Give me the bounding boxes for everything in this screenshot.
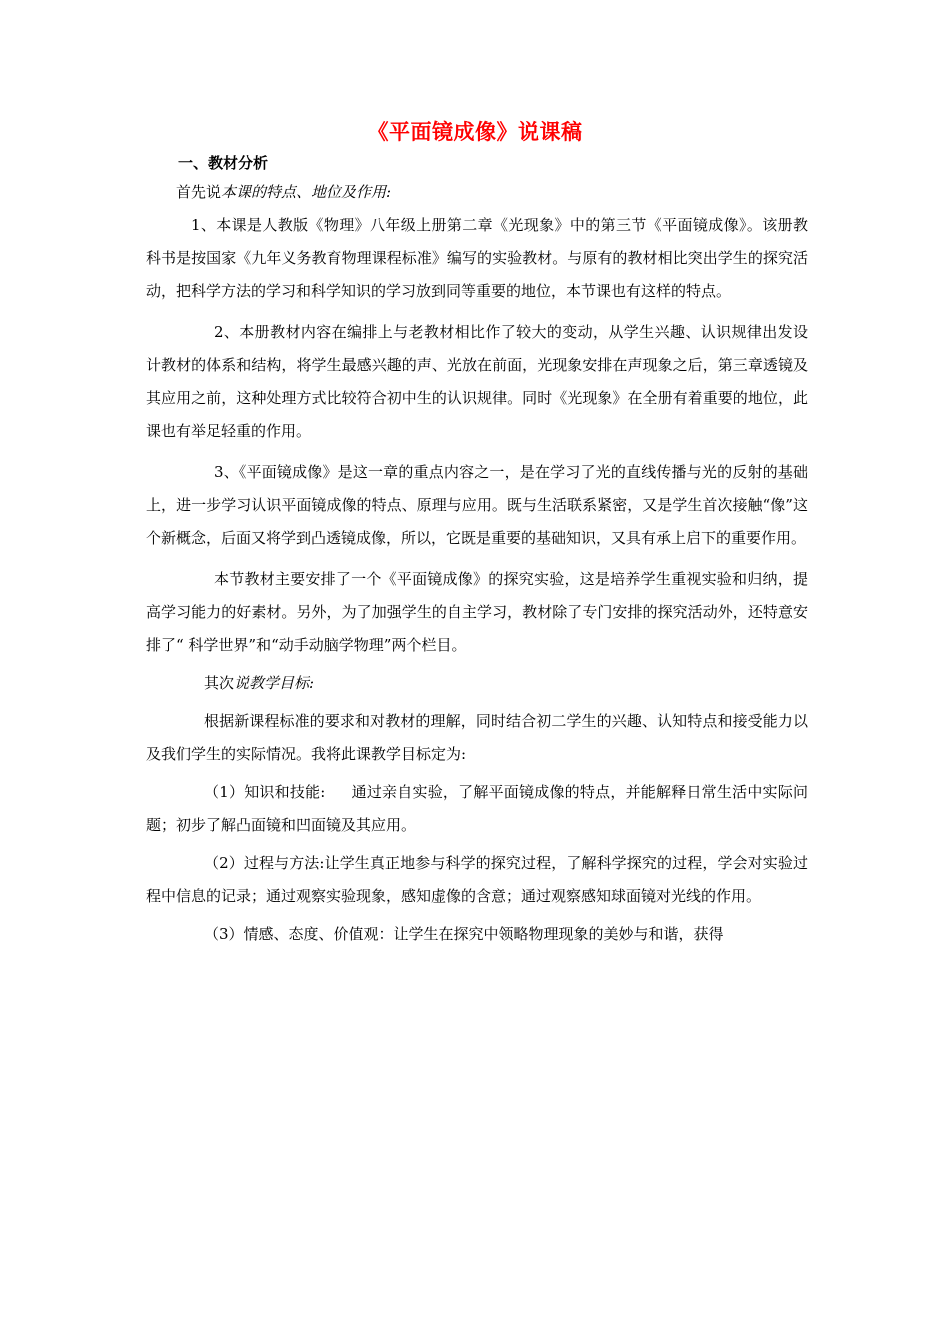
goal-1-label: （1）知识和技能:	[204, 783, 326, 801]
intro-line	[146, 176, 808, 209]
goals-lead: 其次	[204, 674, 235, 692]
goal-1-text: 通过亲自实验，了解平面镜成像的特点，并能解释日常生活中实际问题；初步了解凸面镜和凹面镜及其应用。	[146, 783, 808, 834]
paragraph-3: 3、《平面镜成像》是这一章的重点内容之一，是在学习了光的直线传播与光的反射的基础上，进一步学习认识平面镜成像的特点、原理与应用。既与生活联系紧密，又是学生首次接触“像”这个新概念，后面又将学到凸透镜成像，所以，它既是重要的基础知识，又具有承上启下的重要作用。	[146, 463, 808, 547]
intro-emphasis: 本课的特点、地位及作用:	[221, 183, 392, 201]
paragraph-1: 1、本课是人教版《物理》八年级上册第二章《光现象》中的第三节《平面镜成像》。该册教科书是按国家《九年义务教育物理课程标准》编写的实验教材。与原有的教材相比突出学生的探究活动，把科学方法的学习和科学知识的学习放到同等重要的地位，本节课也有这样的特点。	[146, 216, 808, 300]
goal-3: （3）情感、态度、价值观：让学生在探究中领略物理现象的美妙与和谐，获得	[204, 925, 724, 943]
paragraph-4: 本节教材主要安排了一个《平面镜成像》的探究实验，这是培养学生重视实验和归纳，提高学习能力的好素材。另外，为了加强学生的自主学习，教材除了专门安排的探究活动外，还特意安排了“ 科学世界”和“动手动脑学物理”两个栏目。	[146, 570, 808, 654]
goal-2: （2）过程与方法:让学生真正地参与科学的探究过程，了解科学探究的过程，学会对实验过程中信息的记录；通过观察实验现象，感知虚像的含意；通过观察感知球面镜对光线的作用。	[146, 854, 808, 905]
document-body	[146, 176, 808, 951]
goals-line	[146, 667, 808, 700]
document-title: 《平面镜成像》说课稿	[367, 120, 583, 144]
intro-lead: 首先说	[176, 183, 222, 201]
section-heading-textbook-analysis: 一、教材分析	[178, 154, 269, 172]
paragraph-5: 根据新课程标准的要求和对教材的理解，同时结合初二学生的兴趣、认知特点和接受能力以及我们学生的实际情况。我将此课教学目标定为:	[146, 712, 808, 763]
goal-1	[146, 776, 808, 842]
paragraph-2: 2、本册教材内容在编排上与老教材相比作了较大的变动，从学生兴趣、认识规律出发设计教材的体系和结构，将学生最感兴趣的声、光放在前面，光现象安排在声现象之后，第三章透镜及其应用之前，这种处理方式比较符合初中生的认识规律。同时《光现象》在全册有着重要的地位，此课也有举足轻重的作用。	[146, 323, 808, 440]
goals-emphasis: 说教学目标:	[234, 674, 315, 692]
